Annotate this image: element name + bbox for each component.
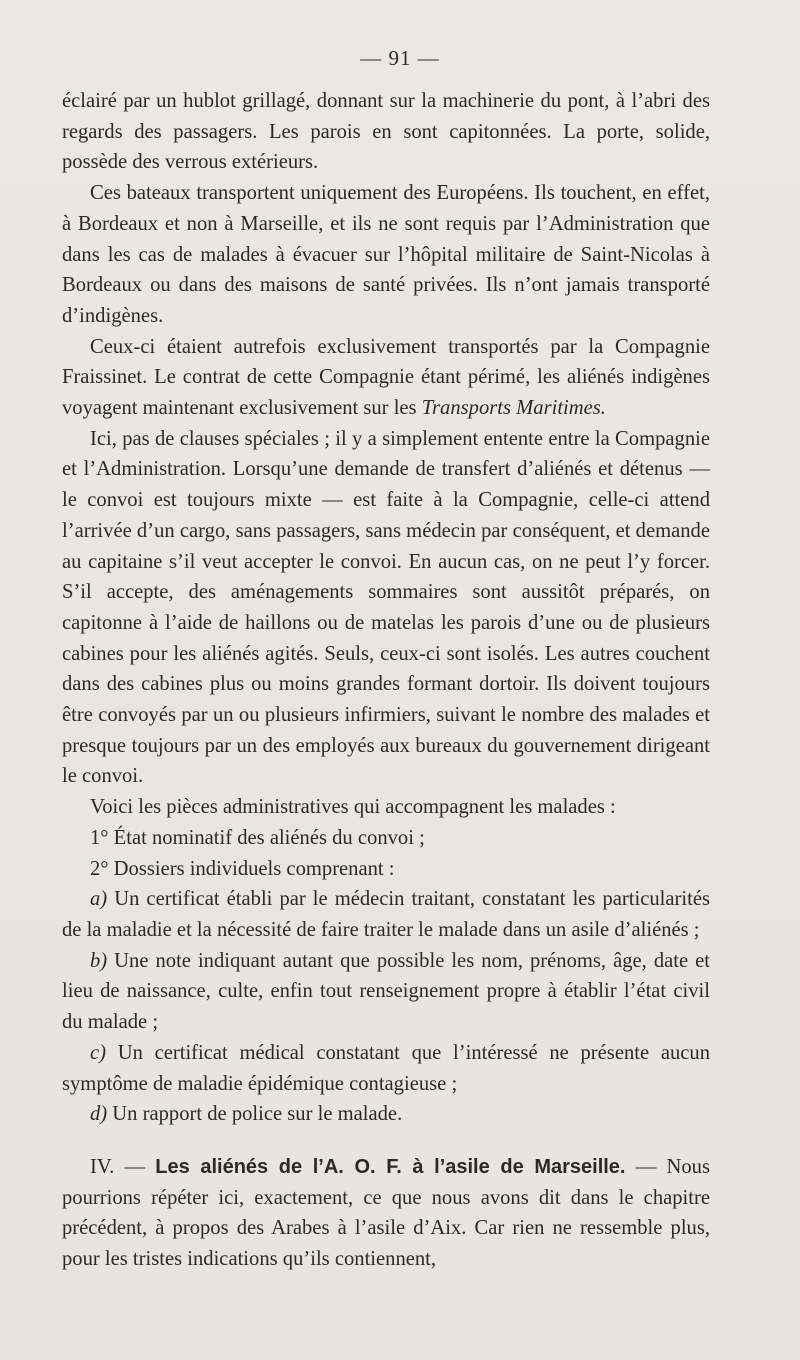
sub-item-b bbox=[62, 946, 710, 1038]
section-heading: Les aliénés de l’A. O. F. à l’asile de Marseille. bbox=[155, 1155, 626, 1178]
sub-item-a-marker: a) bbox=[90, 888, 108, 911]
section-text: Nous pourrions répéter ici, exactement, ce que nous avons dit dans le chapitre précédent, à propos des Arabes à l’asile d’Aix. Car rien ne ressemble plus, pour les tristes indications qu’ils contiennent, bbox=[62, 1155, 710, 1271]
paragraph-2: Ces bateaux transportent uniquement des Européens. Ils touchent, en effet, à Bordeaux et non à Marseille, et ils ne sont requis par l’Administration que dans les cas de malades à évacuer sur l’hôpital militaire de Saint-Nicolas à Bordeaux ou dans des maisons de santé privées. Ils n’ont jamais transporté d’indigènes. bbox=[62, 182, 710, 327]
body-text bbox=[62, 86, 710, 1275]
sub-item-a bbox=[62, 884, 710, 945]
page-number: — 91 — bbox=[360, 46, 440, 70]
paragraph-5: Voici les pièces administratives qui accompagnent les malades : bbox=[90, 796, 616, 819]
section-iv-paragraph bbox=[62, 1152, 710, 1275]
sub-item-c-marker: c) bbox=[90, 1041, 106, 1064]
paragraph-4: Ici, pas de clauses spéciales ; il y a simplement entente entre la Compagnie et l’Administration. Lorsqu’une demande de transfert d’aliénés et détenus — le convoi est toujours mixte — est faite à la Compagnie, celle-ci attend l’arrivée d’un cargo, sans passagers, sans médecin par conséquent, et demande au capitaine s’il veut accepter le convoi. En aucun cas, on ne peut l’y forcer. S’il accepte, des aménagements sommaires sont aussitôt préparés, on capitonne à l’aide de haillons ou de matelas les parois d’une ou de plusieurs cabines pour les aliénés agités. Seuls, ceux-ci sont isolés. Les autres couchent dans des cabines plus ou moins grandes formant dortoir. Ils doivent toujours être convoyés par un ou plusieurs infirmiers, suivant le nombre des malades et presque toujours par un des employés aux bureaux du gouvernement dirigeant le convoi. bbox=[62, 427, 710, 788]
sub-item-a-text: Un certificat établi par le médecin traitant, constatant les particularités de la maladie et la nécessité de faire traiter le malade dans un asile d’aliénés ; bbox=[62, 888, 710, 941]
sub-item-c-text: Un certificat médical constatant que l’intéressé ne présente aucun symptôme de maladie épidémique contagieuse ; bbox=[62, 1041, 710, 1095]
sub-item-d-text: Un rapport de police sur le malade. bbox=[107, 1103, 403, 1126]
sub-item-d bbox=[62, 1099, 710, 1130]
sub-item-c bbox=[62, 1038, 710, 1099]
paragraph-1: éclairé par un hublot grillagé, donnant sur la machinerie du pont, à l’abri des regards des passagers. Les parois en sont capitonnées. La porte, solide, possède des verrous extérieurs. bbox=[62, 90, 710, 174]
list-item-2: 2° Dossiers individuels comprenant : bbox=[90, 857, 395, 880]
paragraph-3 bbox=[62, 332, 710, 424]
sub-item-b-text: Une note indiquant autant que possible les nom, prénoms, âge, date et lieu de naissance, culte, enfin tout renseignement propre à établir l’état civil du malade ; bbox=[62, 949, 710, 1034]
sub-item-d-marker: d) bbox=[90, 1103, 108, 1126]
list-item-1: 1° État nominatif des aliénés du convoi ; bbox=[90, 826, 425, 849]
section-number: IV. — bbox=[90, 1155, 156, 1178]
section-dash: — bbox=[625, 1155, 667, 1178]
sub-item-b-marker: b) bbox=[90, 949, 108, 972]
paragraph-3-text: Ceux-ci étaient autrefois exclusivement transportés par la Compagnie Fraissinet. Le contrat de cette Compagnie étant périmé, les aliénés indigènes voyagent maintenant exclusivement sur les bbox=[62, 335, 710, 420]
paragraph-3-italic: Transports Maritimes. bbox=[421, 397, 606, 420]
